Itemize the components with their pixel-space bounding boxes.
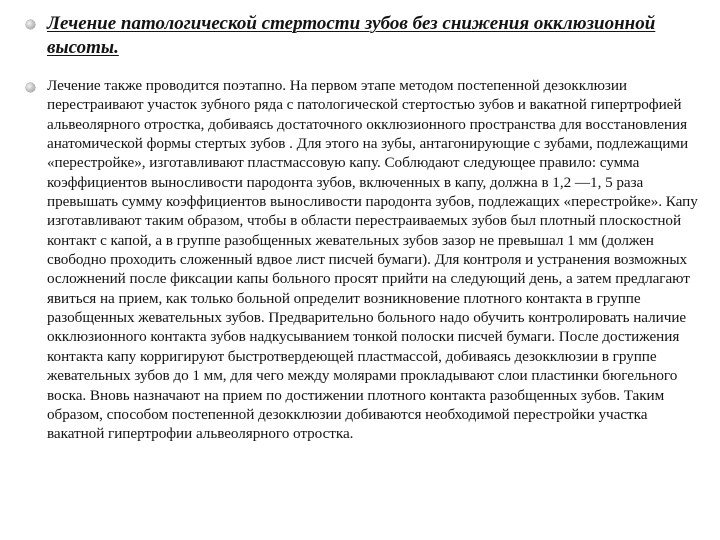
title-bullet-item: [0, 12, 720, 64]
body-bullet-item: [0, 76, 720, 536]
bullet-dot-icon: [26, 83, 35, 92]
bullet-dot-icon: [26, 20, 35, 29]
slide-title: Лечение патологической стертости зубов без снижения окклюзионной высоты.: [47, 13, 656, 58]
body-paragraph: Лечение также проводится поэтапно. На первом этапе методом постепенной дезокклюзии перестраивают участок зубного ряда с патологической стертостью зубов и вакатной гипертрофией альвеолярного отростка, добиваясь достаточного окклюзионного пространства для восстановления анатомической формы стертых зубов . Для этого на зубы, антагонирующие с зубами, подлежащими «перестройке», изготавливают пластмассовую капу. Соблюдают следующее правило: сумма коэффициентов выносливости пародонта зубов, включенных в капу, должна в 1,2 —1, 5 раза превышать сумму коэффициентов выносливости пародонта зубов, подлежащих «перестройке». Капу изготавливают таким образом, чтобы в области перестраиваемых зубов был плотный плоскостной контакт с капой, а в группе разобщенных жевательных зубов зазор не превышал 1 мм (должен свободно проходить сложенный вдвое лист писчей бумаги). Для контроля и устранения возможных осложнений после фиксации капы больного просят прийти на следующий день, а затем предлагают явиться на прием, как только больной определит возникновение плотного контакта в группе разобщенных жевательных зубов. Предварительно больного надо обучить контролировать наличие окклюзионного контакта зубов надкусыванием тонкой полоски писчей бумаги. После достижения контакта капу корригируют быстротвердеющей пластмассой, добиваясь дезокклюзии в группе жевательных зубов до 1 мм, для чего между молярами прокладывают слои пластинки бюгельного воска. Вновь назначают на прием по достижении плотного контакта разобщенных зубов. Таким образом, способом постепенной дезокклюзии добиваются необходимой перестройки участка вакатной гипертрофии альвеолярного отростка.: [47, 77, 698, 443]
